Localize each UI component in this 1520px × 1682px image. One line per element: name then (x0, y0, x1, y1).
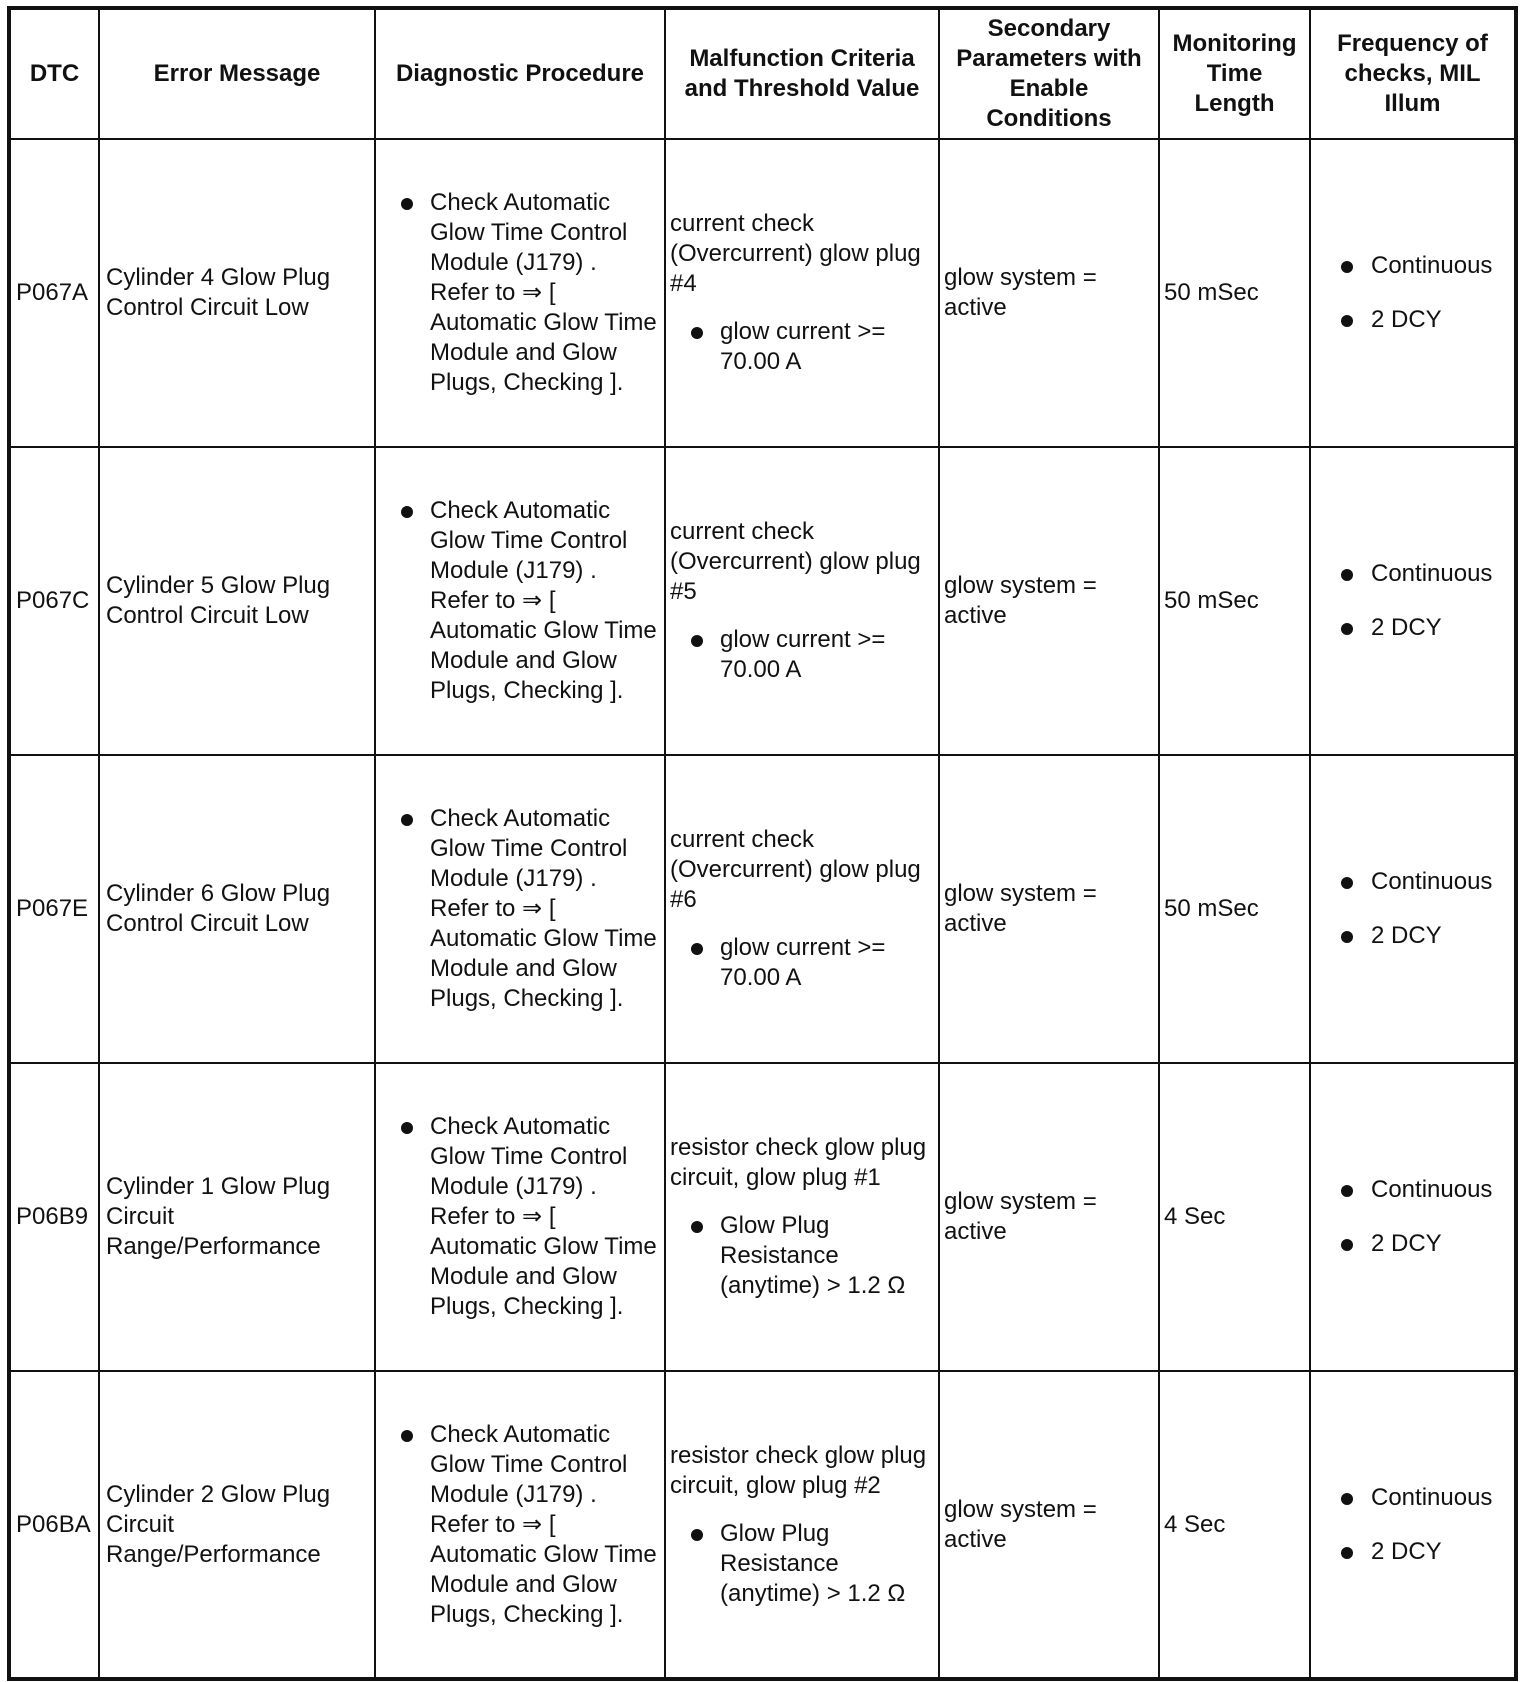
header-row (9, 8, 1516, 139)
dtc-code: P06BA (9, 1371, 99, 1679)
table-row (9, 1371, 1516, 1679)
criteria-threshold: Glow Plug Resistance (anytime) > 1.2 Ω (720, 1212, 906, 1299)
frequency-item (1315, 1175, 1510, 1205)
criteria-intro: current check (Overcurrent) glow plug #6 (670, 826, 921, 913)
bullet-icon (1341, 877, 1353, 889)
bullet-icon (401, 1122, 413, 1134)
bullet-icon (1341, 569, 1353, 581)
diagnostic-procedure (375, 1063, 665, 1371)
criteria-item (670, 1519, 932, 1609)
monitoring-time: 4 Sec (1159, 1063, 1310, 1371)
monitoring-time: 50 mSec (1159, 447, 1310, 755)
procedure-text: Check Automatic Glow Time Control Module (J179) . Refer to ⇒ [ Automatic Glow Time Module and Glow Plugs, Checking ]. (430, 189, 657, 396)
procedure-item (384, 1420, 658, 1630)
bullet-icon (691, 1529, 703, 1541)
frequency-text: 2 DCY (1371, 306, 1442, 333)
bullet-icon (1341, 1547, 1353, 1559)
frequency-text: Continuous (1371, 252, 1493, 279)
bullet-icon (1341, 1185, 1353, 1197)
criteria-threshold: glow current >= 70.00 A (720, 318, 886, 375)
table-row (9, 447, 1516, 755)
monitoring-time: 4 Sec (1159, 1371, 1310, 1679)
secondary-parameters: glow system = active (939, 755, 1159, 1063)
criteria-threshold: glow current >= 70.00 A (720, 626, 886, 683)
malfunction-criteria (665, 1371, 939, 1679)
frequency-text: Continuous (1371, 1483, 1493, 1511)
diagnostic-procedure (375, 139, 665, 447)
frequency-text: 2 DCY (1371, 1230, 1442, 1257)
table-row (9, 139, 1516, 447)
procedure-text: Check Automatic Glow Time Control Module (J179) . Refer to ⇒ [ Automatic Glow Time Module and Glow Plugs, Checking ]. (430, 497, 657, 704)
error-message: Cylinder 2 Glow Plug Circuit Range/Performance (99, 1371, 375, 1679)
frequency-item (1315, 1537, 1510, 1567)
bullet-icon (401, 814, 413, 826)
frequency-item (1315, 305, 1510, 335)
procedure-item (384, 496, 658, 706)
criteria-item (670, 625, 932, 685)
header-diagnostic-procedure: Diagnostic Procedure (375, 8, 665, 139)
frequency-cell (1310, 1063, 1516, 1371)
diagnostic-procedure (375, 755, 665, 1063)
table-row (9, 755, 1516, 1063)
monitoring-time: 50 mSec (1159, 139, 1310, 447)
bullet-icon (401, 198, 413, 210)
frequency-cell (1310, 755, 1516, 1063)
bullet-icon (691, 327, 703, 339)
dtc-code: P067E (9, 755, 99, 1063)
diagnostic-procedure (375, 447, 665, 755)
bullet-icon (1341, 1239, 1353, 1251)
secondary-parameters: glow system = active (939, 139, 1159, 447)
criteria-intro: resistor check glow plug circuit, glow plug #1 (670, 1134, 927, 1191)
procedure-item (384, 188, 658, 398)
frequency-item (1315, 1229, 1510, 1259)
frequency-cell (1310, 139, 1516, 447)
dtc-code: P067C (9, 447, 99, 755)
bullet-icon (1341, 931, 1353, 943)
secondary-parameters: glow system = active (939, 1371, 1159, 1679)
error-message: Cylinder 1 Glow Plug Circuit Range/Performance (99, 1063, 375, 1371)
frequency-text: Continuous (1371, 1176, 1493, 1203)
error-message: Cylinder 6 Glow Plug Control Circuit Low (99, 755, 375, 1063)
frequency-text: 2 DCY (1371, 614, 1442, 641)
procedure-item (384, 804, 658, 1014)
frequency-item (1315, 921, 1510, 951)
monitoring-time: 50 mSec (1159, 755, 1310, 1063)
frequency-text: Continuous (1371, 560, 1493, 587)
criteria-intro: resistor check glow plug circuit, glow plug #2 (670, 1441, 927, 1499)
secondary-parameters: glow system = active (939, 1063, 1159, 1371)
dtc-code: P067A (9, 139, 99, 447)
header-monitoring-time: Monitoring Time Length (1159, 8, 1310, 139)
procedure-item (384, 1112, 658, 1322)
bullet-icon (691, 635, 703, 647)
frequency-text: Continuous (1371, 868, 1493, 895)
bullet-icon (691, 1221, 703, 1233)
frequency-item (1315, 867, 1510, 897)
bullet-icon (401, 506, 413, 518)
criteria-threshold: Glow Plug Resistance (anytime) > 1.2 Ω (720, 1519, 906, 1607)
bullet-icon (691, 943, 703, 955)
bullet-icon (401, 1430, 413, 1442)
criteria-threshold: glow current >= 70.00 A (720, 934, 886, 991)
frequency-cell (1310, 1371, 1516, 1679)
header-error-message: Error Message (99, 8, 375, 139)
criteria-item (670, 933, 932, 993)
malfunction-criteria (665, 755, 939, 1063)
frequency-text: 2 DCY (1371, 922, 1442, 949)
malfunction-criteria (665, 447, 939, 755)
bullet-icon (1341, 623, 1353, 635)
bullet-icon (1341, 315, 1353, 327)
malfunction-criteria (665, 1063, 939, 1371)
frequency-cell (1310, 447, 1516, 755)
diagnostic-procedure (375, 1371, 665, 1679)
procedure-text: Check Automatic Glow Time Control Module (J179) . Refer to ⇒ [ Automatic Glow Time Module and Glow Plugs, Checking ]. (430, 1420, 657, 1628)
error-message: Cylinder 5 Glow Plug Control Circuit Low (99, 447, 375, 755)
frequency-item (1315, 251, 1510, 281)
criteria-item (670, 317, 932, 377)
malfunction-criteria (665, 139, 939, 447)
criteria-item (670, 1211, 932, 1301)
bullet-icon (1341, 1493, 1353, 1505)
header-secondary-parameters: Secondary Parameters with Enable Conditions (939, 8, 1159, 139)
frequency-text: 2 DCY (1371, 1537, 1442, 1565)
table-row (9, 1063, 1516, 1371)
frequency-item (1315, 1483, 1510, 1513)
procedure-text: Check Automatic Glow Time Control Module (J179) . Refer to ⇒ [ Automatic Glow Time Module and Glow Plugs, Checking ]. (430, 805, 657, 1012)
header-frequency: Frequency of checks, MIL Illum (1310, 8, 1516, 139)
frequency-item (1315, 559, 1510, 589)
error-message: Cylinder 4 Glow Plug Control Circuit Low (99, 139, 375, 447)
header-dtc: DTC (9, 8, 99, 139)
criteria-intro: current check (Overcurrent) glow plug #5 (670, 518, 921, 605)
bullet-icon (1341, 261, 1353, 273)
dtc-table (7, 6, 1518, 1681)
procedure-text: Check Automatic Glow Time Control Module (J179) . Refer to ⇒ [ Automatic Glow Time Module and Glow Plugs, Checking ]. (430, 1113, 657, 1320)
secondary-parameters: glow system = active (939, 447, 1159, 755)
header-malfunction-criteria: Malfunction Criteria and Threshold Value (665, 8, 939, 139)
frequency-item (1315, 613, 1510, 643)
dtc-code: P06B9 (9, 1063, 99, 1371)
criteria-intro: current check (Overcurrent) glow plug #4 (670, 210, 921, 297)
